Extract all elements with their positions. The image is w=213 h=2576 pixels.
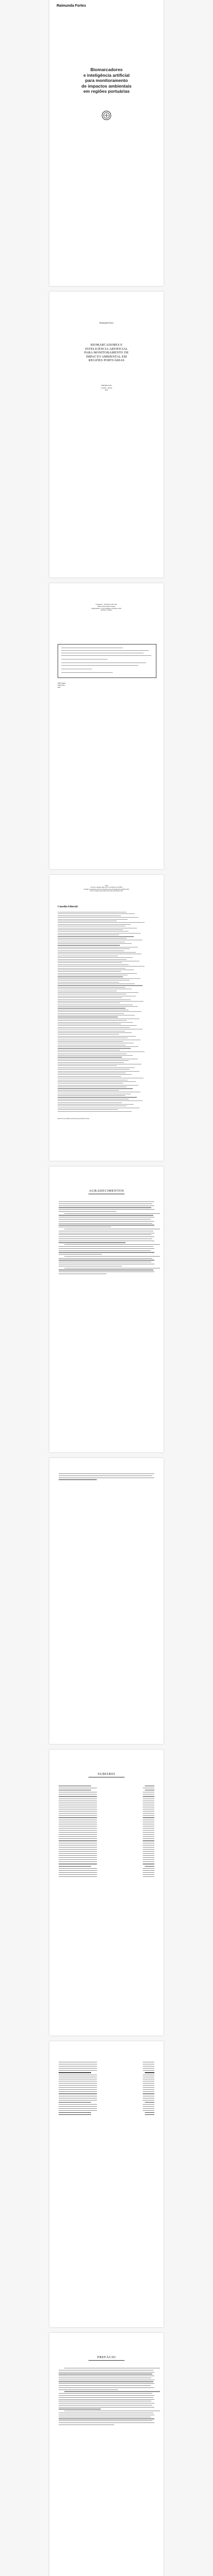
isbn-line: ISBN Digital bbox=[58, 682, 66, 684]
preface-title bbox=[49, 2355, 164, 2361]
cover-title-line: e inteligência artificial bbox=[83, 72, 130, 78]
page-summary-continued bbox=[49, 2041, 164, 2327]
legal-line: Foi feito o depósito legal conf. Lei 10.994 de 14/12/2004 bbox=[91, 887, 122, 889]
publisher-line: EDITORA CRV bbox=[101, 384, 112, 386]
acknowledgements-title-text: AGRADECIMENTOS bbox=[88, 1189, 125, 1193]
page-preface bbox=[49, 2333, 164, 2576]
title-page-author: Raimunda Fortes bbox=[99, 321, 114, 324]
title-line: IMPACTO AMBIENTAL EM bbox=[86, 354, 127, 359]
publisher-line: 2023 bbox=[104, 389, 109, 391]
legal-deposit-block bbox=[49, 885, 164, 892]
cover-title-line: para monitoramento bbox=[85, 78, 128, 83]
summary-title-text: SUMÁRIO bbox=[98, 1772, 115, 1776]
acknowledgements-title bbox=[49, 1189, 164, 1194]
cover-title-line: em regiões portuárias bbox=[83, 89, 130, 94]
page-title bbox=[49, 292, 164, 578]
title-line: INTELIGÊNCIA ARTIFICIAL bbox=[85, 347, 128, 351]
publisher-line: Curitiba – Brasil bbox=[101, 386, 112, 389]
page-acknowledgements bbox=[49, 1166, 164, 1452]
copyright-block bbox=[49, 604, 164, 612]
cover-author: Raimunda Fortes bbox=[57, 4, 86, 8]
title-line: PARA MONITORAMENTO DE bbox=[84, 351, 129, 354]
copyright-line: Editor-chefe: Railson Moura bbox=[97, 605, 116, 607]
publisher-block bbox=[49, 384, 164, 392]
acknowledgements-body-continued bbox=[59, 1473, 154, 1481]
page-cover bbox=[49, 0, 164, 286]
cover-title-line: Biomarcadores bbox=[90, 67, 123, 72]
council-heading: Conselho Editorial: bbox=[58, 906, 79, 908]
summary-title bbox=[49, 1772, 164, 1777]
copyright-line: Copyright © da Editora CRV Ltda. bbox=[96, 603, 117, 605]
page-acknowledgements-continued bbox=[49, 1458, 164, 1744]
cover-title-line: de impactos ambientais bbox=[81, 83, 132, 89]
summary-list bbox=[59, 1786, 154, 1878]
council-list bbox=[58, 912, 156, 1113]
legal-line: Todos os direitos desta edição reservados pela Editora CRV bbox=[90, 890, 123, 892]
page-summary bbox=[49, 1750, 164, 2036]
acknowledgements-body bbox=[59, 1201, 154, 1276]
isbn-line: ISBN Físico bbox=[58, 684, 65, 686]
legal-line: Proibida a reprodução parcial ou total desta obra sem autorização da Editora CRV bbox=[84, 888, 129, 890]
title-line: REGIÕES PORTUÁRIAS bbox=[88, 359, 125, 362]
publisher-logo-icon bbox=[101, 110, 112, 121]
council-footer: Este livro foi avaliado e aprovado por pareceristas ad hoc. bbox=[58, 1118, 90, 1120]
cataloging-box bbox=[58, 644, 156, 678]
title-line: BIOMARCADORES E bbox=[91, 343, 122, 347]
copyright-line: Revisão: A Autora bbox=[101, 609, 112, 612]
cover-title bbox=[49, 67, 164, 94]
isbn-block bbox=[58, 682, 155, 688]
page-copyright bbox=[49, 583, 164, 869]
preface-title-text: PREFÁCIO bbox=[97, 2355, 116, 2359]
copyright-line: Diagramação e Capa: Designers da Editora CRV bbox=[91, 607, 122, 609]
title-page-title bbox=[65, 343, 148, 363]
isbn-line: DOI bbox=[58, 686, 61, 688]
summary-list-continued bbox=[59, 2062, 154, 2116]
page-editorial-council bbox=[49, 875, 164, 1161]
preface-body bbox=[59, 2368, 154, 2426]
legal-line: 2023 bbox=[105, 885, 108, 887]
